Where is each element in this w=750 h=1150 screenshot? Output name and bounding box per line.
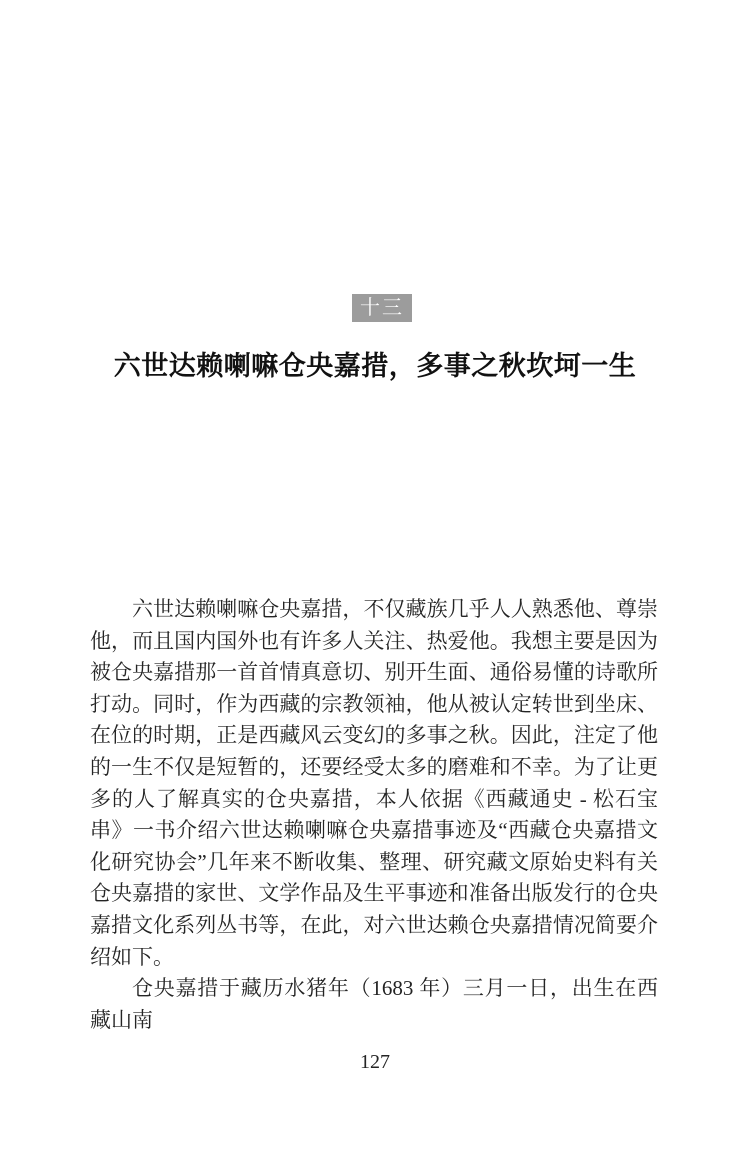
page-number: 127 [360, 1051, 390, 1073]
body-text-block [90, 594, 658, 1036]
paragraph-2: 仓央嘉措于藏历水猪年（1683 年）三月一日，出生在西藏山南 [90, 976, 658, 1032]
chapter-title: 六世达赖喇嘛仓央嘉措，多事之秋坎坷一生 [113, 351, 637, 381]
chapter-number-badge: 十三 [352, 294, 412, 322]
paragraph-1: 六世达赖喇嘛仓央嘉措，不仅藏族几乎人人熟悉他、尊崇他，而且国内国外也有许多人关注、热爱他。我想主要是因为被仓央嘉措那一首首情真意切、别开生面、通俗易懂的诗歌所打动。同时，作为西藏的宗教领袖，他从被认定转世到坐床、在位的时期，正是西藏风云变幻的多事之秋。因此，注定了他的一生不仅是短暂的，还要经受太多的磨难和不幸。为了让更多的人了解真实的仓央嘉措，本人依据《西藏通史 - 松石宝串》一书介绍六世达赖喇嘛仓央嘉措事迹及“西藏仓央嘉措文化研究协会”几年来不断收集、整理、研究藏文原始史料有关仓央嘉措的家世、文学作品及生平事迹和准备出版发行的仓央嘉措文化系列丛书等，在此，对六世达赖仓央嘉措情况简要介绍如下。 [90, 597, 658, 969]
